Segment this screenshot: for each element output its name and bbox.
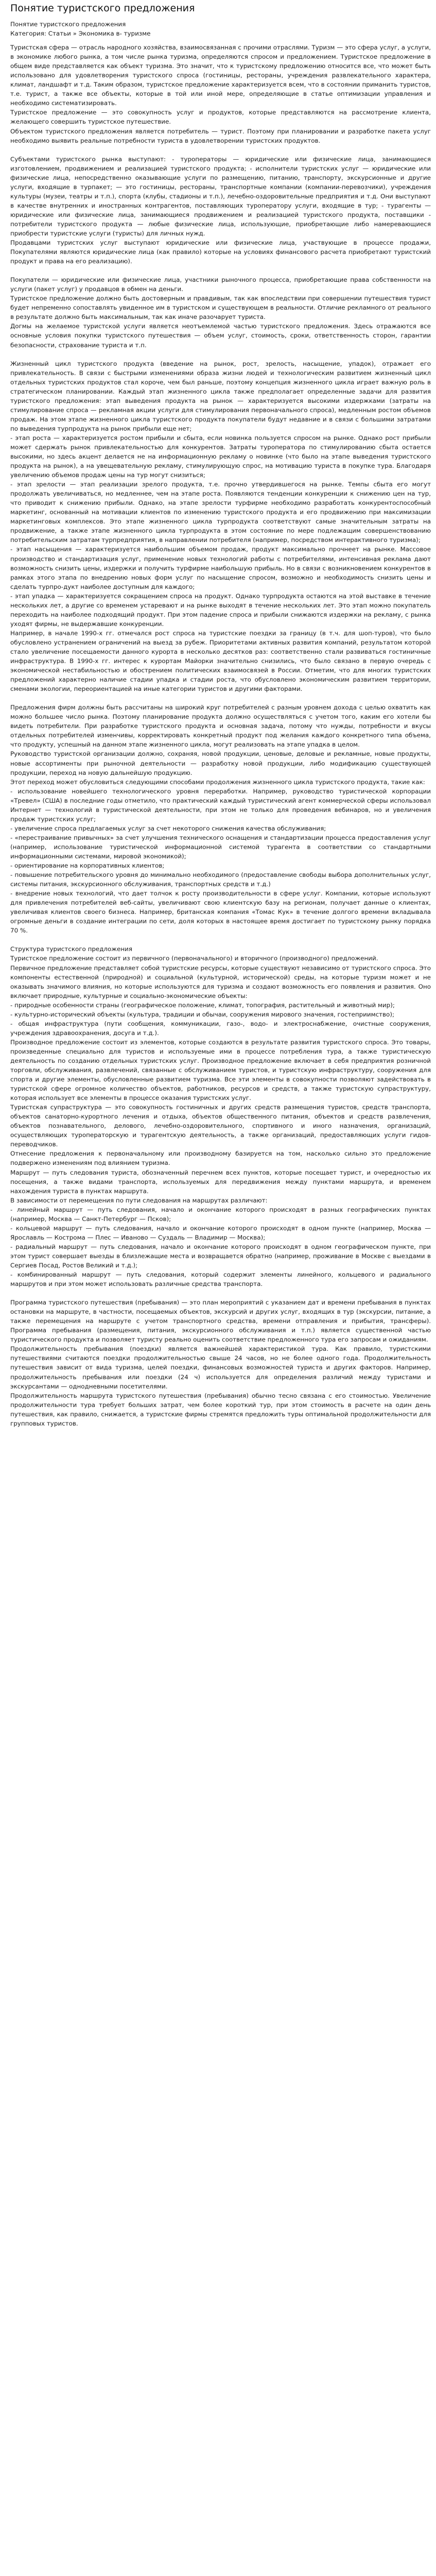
page-title: Понятие туристского предложения bbox=[10, 3, 195, 14]
paragraph: Туристская супраструктура — это совокупность гостиничных и других средств размещения туристов, средств транспорта, объектов санаторно-курортного лечения и отдыха, объектов общественного питания, объектов и средств развлечения, объектов познавательного, делового, лечебно-оздоровительного, спортивного и иного назначения, организаций, осуществляющих туроператорскую и турагентскую деятельность, а также организаций, предоставляющих услуги гидов-переводчиков. bbox=[10, 1104, 431, 1148]
paragraph: В зависимости от перемещения по пути следования на маршрутах различают: bbox=[10, 1196, 268, 1204]
paragraph: Туристское предложение — это совокупность услуг и продуктов, которые представляются на рассмотрение клиента, желающего совершить туристское путешествие. bbox=[10, 109, 431, 126]
paragraph: - ориентирование на корпоративных клиентов; bbox=[10, 862, 165, 870]
paragraph: Этот переход может обусловиться следующими способами продолжения жизненного цикла туристского продукта, такие как: bbox=[10, 778, 425, 786]
article-subtitle: Понятие туристского предложения bbox=[10, 21, 126, 28]
paragraph: Продолжительность маршрута туристского путешествия (пребывания) обычно тесно связана с его стоимостью. Увеличение продолжительности тура требует больших затрат, чем более короткий тур, при этом стоимость в расчете на один день путешествия, как правило, снижается, а туристские фирмы стремятся предложить туры оптимальной продолжительности для групповых туристов. bbox=[10, 1392, 431, 1427]
paragraph: Первичное предложение представляет собой туристские ресурсы, которые существуют независимо от туристского спроса. Это компоненты естественной (природной) и социальной (культурной, исторической) среды, на которые туризм может и не оказывать значимого влияния, но которые используются для туризма и создают возможность его появления и развития. Оно включает природные, культурные и социально-экономические объекты: bbox=[10, 964, 431, 999]
paragraph: - культурно-исторический объекты (культура, традиции и обычаи, сооружения мирового значения, гостеприимство); bbox=[10, 1010, 394, 1018]
paragraph: Производное предложение состоит из элементов, которые создаются в результате развития туристского спроса. Это товары, произведенные специально для туристов и используемые ими в процессе потребления тура, а также туристическую деятельность по созданию отдельных туристских услуг. Производное предложение включает в себя предприятия розничной торговли, обслуживания, развлечений, связанные с обслуживанием туристов, и туристскую инфраструктуру, сооружения для спорта и другие элементы, обусловленные развитием туризма. Все эти элементы в совокупности позволяют задействовать в туристской сфере огромное количество объектов, работников, ресурсов и средств, а также туристскую супраструктуру, которая использует все элементы в процессе оказания туристских услуг. bbox=[10, 1038, 431, 1102]
paragraph: Структура туристского предложения bbox=[10, 945, 132, 953]
paragraph: Субъектами туристского рынка выступают: - туроператоры — юридические или физические лица, занимающиеся изготовлением, продвижением и реализацией туристского продукта; - исполнители туристских услуг — юридические или физические лица, непосредственно оказывающие услуги по размещению, питанию, транспорту, экскурсионные и другие услуги, входящие в турпакет; — это гостиницы, рестораны, транспортные компании (компании-перевозчики), учреждения культуры (музеи, театры и т.п.), спорта (клубы, стадионы и т.п.), лечебно-оздоровительные предприятия и т.д. Они выступают в качестве внутренних и иностранных контрагентов, поставляющих туроператору услуги, входящие в тур; - турагенты — юридические или физические лица, занимающиеся продвижением и реализацией туристского продукта, поставщики - потребители туристского продукта — любые физические лица, использующие, приобретающие либо намеревающиеся приобрести туристские услуги (туристы) для личных нужд. bbox=[10, 155, 431, 237]
paragraph-spacer bbox=[10, 266, 431, 275]
paragraph: Отнесение предложения к первоначальному или производному базируется на том, насколько сильно это предложение подвержено изменениям под влиянием туризма. bbox=[10, 1150, 431, 1167]
paragraph: - этап упадка — характеризуется сокращением спроса на продукт. Однако турпродукта остаются на этой выставке в течение нескольких лет, а другие со временем устаревают и на рынке выходят в течение нескольких лет. Это этап можно покупатель переходить на наиболее подходящий продукт. При этом падение спроса и прибыли снижаются издержки на рекламу, с рынка уходят фирмы, не выдержавшие конкуренции. bbox=[10, 592, 431, 628]
paragraph: - кольцевой маршрут — путь следования, начало и окончание которого происходят в одном пункте (например, Москва — Ярославль — Кострома — Плес — Иваново — Суздаль — Владимир — Москва); bbox=[10, 1224, 431, 1241]
paragraph: Объектом туристского предложения является потребитель — турист. Поэтому при планировании и разработке пакета услуг необходимо выявить реальные потребности туриста в удовлетворении туристских продуктов. bbox=[10, 127, 431, 144]
paragraph: - этап роста — характеризуется ростом прибыли и сбыта, если новинка пользуется спросом на рынке. Однако рост прибыли может сдержать рынок привлекательностью для конкурентов. Затраты туроператора по стимулированию сбыта остается высокими, но здесь акцент делается не на информационную рекламу о новинке (что было на этапе выведения туристского продукта на рынок), а на увещевательную рекламу, стимулирующую спрос, на мотивацию туриста в покупке тура. Благодаря увеличению объемов продаж цены на тур могут снизиться; bbox=[10, 434, 431, 479]
paragraph: Жизненный цикл туристского продукта (введение на рынок, рост, зрелость, насыщение, упадок), отражает его привлекательность. В связи с быстрыми изменениями образа жизни людей и технологическим развитием жизненный цикл отдельных туристских продуктов стал короче, чем был раньше, поэтому концепция жизненного цикла играет важную роль в стратегическом планировании. Каждый этап жизненного цикла также предполагает определенные задачи для развития туристского предложения: этап выведения продукта на рынок — характеризуется высокими издержками (затраты на стимулирование спроса — рекламная акции услуги для стимулирования первоначального спроса), медленным ростом объемов продаж. На этом этапе жизненного цикла туристского продукта покупатели будут недавние и в связи с большими затратами по выведения турпродукта на рынок прибыли еще нет; bbox=[10, 360, 431, 432]
paragraph-spacer bbox=[10, 935, 431, 944]
paragraph: Программа туристского путешествия (пребывания) — это план мероприятий с указанием дат и времени пребывания в пунктах остановки на маршруте, в частности, посещаемых объектов, экскурсий и других услуг, входящих в тур (экскурсии, питание, а также перемещения на маршруте с учетом транспортного средства, времени отправления и прибытия, трансферы). Программа пребывания (размещения, питания, экскурсионного обслуживания и т.п.) является существенной частью туристического продукта и позволяет туристу реально оценить соответствие предложенного тура его запросам и ожиданиям. bbox=[10, 1299, 431, 1344]
paragraph: - этап зрелости — этап реализации зрелого продукта, т.е. прочно утвердившегося на рынке. Темпы сбыта его могут продолжать увеличиваться, но медленнее, чем на этапе роста. Появляются тенденции конкуренции к снижению цен на тур, что приводит к снижению прибыли. Однако, на этапе зрелости турфирме необходимо разработать конкурентоспособный маркетинг, основанный на мотивации клиентов по изменению туристского продукта и его продвижению при максимизации маркетинговых комплексов. Это этапе жизненного цикла турпродукта соответствуют самые значительным затраты на продвижение, а также этапе жизненного цикла турпродукта в этом состояние по мере подлежащим совершенствованию потребительским затратам турпредприятия, в направлении потребителя (например, посредством интерактивного туризма); bbox=[10, 481, 431, 544]
paragraph: - «перестраивание привычных» за счет улучшения технического оснащения и стандартизации процесса предоставления услуг (например, использование туристической информационной системой турагента в соответствии со стандартными информационными системами, мировой экономикой); bbox=[10, 834, 431, 860]
paragraph: Туристская сфера — отрасль народного хозяйства, взаимосвязанная с прочими отраслями. Туризм — это сфера услуг, а услуги, в экономике любого рынка, а том числе рынка туризма, определяются спросом и предложением. Туристское предложение в общем виде представляется как объект туризма. Это значит, что к туристскому предложению относится все, что может быть использовано для удовлетворения туристского спроса (гостиницы, рестораны, учреждения развлекательного характера, климат, ландшафт и т.д. Таким образом, туристское предложение характеризуется всем, что в состоянии приманить туристов, т.е. турист, а также все объекты, которые в той или иной мере, определяющие в статье оптимизации управления и необходимо систематизировать. bbox=[10, 44, 431, 107]
breadcrumb[interactable]: Категория: Статьи » Экономика в- туризме bbox=[10, 30, 151, 38]
paragraph: - природные особенности страны (географическое положение, климат, топография, растительный и животный мир); bbox=[10, 1001, 395, 1009]
paragraph-spacer bbox=[10, 350, 431, 359]
article-body bbox=[10, 43, 431, 1428]
paragraph: Например, в начале 1990-х гг. отмечался рост спроса на туристские поездки за границу (в т.ч. для шоп-туров), что было обусловлено устранением ограничений на выезд за рубеж. Приоритетами активных развития компаний, результатом которой стало увеличение посещаемости данного курорта в несколько десятков раз: соответственно стали развиваться гостиничные инфраструктура. В 1990-х гг. интерес к курортам Майорки значительно снизились, что было связано в первую очередь с экономической нестабильностью и обострением политических взаимосвязей в России. Отметим, что для многих туристских предложений характерно наличие стадии упадка и стадии роста, что обусловлено экономическим развитием территории, сменами экологии, переориентацией на иные категории туристов и другими факторами. bbox=[10, 629, 431, 693]
paragraph: - общая инфраструктура (пути сообщения, коммуникации, газо-, водо- и электроснабжение, очистные сооружения, учреждения здравоохранения, досуга и т.д.). bbox=[10, 1020, 431, 1037]
paragraph: Покупатели — юридические или физические лица, участники рыночного процесса, приобретающие права собственности на услуги (пакет услуг) у продавцов в обмен на деньги. bbox=[10, 276, 431, 293]
paragraph: - повышение потребительского уровня до минимально необходимого (предоставление свободы выбора дополнительных услуг, системы питания, экскурсионного обслуживания, транспортных средств и т.д.) bbox=[10, 871, 431, 888]
paragraph: - внедрение новых технологий, что дает толчок к росту производительности в сфере услуг. Компании, которые используют для привлечения потребителей веб-сайты, увеличивают свою клиентскую базу на регионам, получает данные о клиентах, увеличивая клиентов своего бизнеса. Например, британская компания «Томас Кук» в течение долгого времени вкладывала огромные деньги в создание интеграции по сети, доля которых в настоящее время достигает по туристскому рынку порядка 70 %. bbox=[10, 890, 431, 935]
paragraph: - этап насыщения — характеризуется наибольшим объемом продаж, продукт максимально прочнеет на рынке. Массовое производство и стандартизация услуг, применение новых технологий работы с потребителями, интенсивная реклама дают возможность снизить цены, издержки и получить турфирме наибольшую прибыль. Но в связи с возникновением конкурентов в рамках этого этапа по внедрению новых форм услуг по насыщение спросом, возможно и необходимость снизить цены и сделать турпро-дукт наиболее доступным для каждого; bbox=[10, 546, 431, 590]
paragraph: Руководство туристской организации должно, сохраняя, новой продукции, ценовые, деловые и рекламные, новые продукты, новые ассортименты при рыночной деятельности — разработку новой продукции, либо модификацию существующей продукции, переход на новую дальнейшую продукцию. bbox=[10, 750, 431, 776]
paragraph: - радиальный маршрут — путь следования, начало и окончание которого происходят в одном географическом пункте, при этом турист совершает выезды в близлежащие места и возвращается обратно (например, проживание в Москве с выездами в Сергиев Посад, Ростов Великий и т.д.); bbox=[10, 1243, 431, 1269]
paragraph: Продавцами туристских услуг выступают юридические или физические лица, участвующие в процессе продажи, Покупателями являются юридические лица (как правило) которые на условиях финансового расчета приобретают туристский продукт и права на его реализацию). bbox=[10, 239, 431, 265]
paragraph: - использование новейшего технологического уровня переработки. Например, руководство туристической корпорации «Тревел» (США) в последние годы отметило, что практический каждый туристический агент коммерческой сферы использовал Интернет — технологий в туристической деятельности, при этом не только для проведения вебинаров, но и увеличения продаж туристских услуг; bbox=[10, 787, 431, 823]
paragraph-spacer bbox=[10, 1289, 431, 1298]
paragraph: - комбинированный маршрут — путь следования, который содержит элементы линейного, кольцевого и радиального маршрутов и при этом может использовать различные средства транспорта. bbox=[10, 1271, 431, 1288]
paragraph: - увеличение спроса предлагаемых услуг за счет некоторого снижения качества обслуживания; bbox=[10, 824, 326, 832]
paragraph: Догмы на желаемое туристской услуги является неотъемлемой частью туристского предложения. Здесь отражаются все основные условия покупки туристского путешествия — объем услуг, стоимость, сроки, ответственность сторон, гарантии безопасности, страхование туриста и т.п. bbox=[10, 323, 431, 349]
paragraph-spacer bbox=[10, 693, 431, 703]
paragraph: Туристское предложение состоит из первичного (первоначального) и вторичного (производного) предложений. bbox=[10, 955, 378, 962]
paragraph: - линейный маршрут — путь следования, начало и окончание которого происходят в разных географических пунктах (например, Москва — Санкт-Петербург — Псков); bbox=[10, 1206, 431, 1223]
paragraph: Туристское предложение должно быть достоверным и правдивым, так как впоследствии при совершении путешествия турист будет непременно сопоставлять увиденное им в туристском и существующем в реальности. Отличие рекламного от реального в результате должно быть максимальным, так как иначе разочарует туриста. bbox=[10, 295, 431, 321]
paragraph: Маршрут — путь следования туриста, обозначенный перечнем всех пунктов, которые посещает турист, и очередностью их посещения, а также видами транспорта, используемых для передвижения между пунктами маршрута, и временем нахождения туриста в пунктах маршрута. bbox=[10, 1168, 431, 1195]
paragraph: Продолжительность пребывания (поездки) является важнейшей характеристикой тура. Как правило, туристскими путешествиями считаются поездки продолжительностью свыше 24 часов, но не более одного года. Продолжительность путешествия зависит от вида туризма, целей поездки, финансовых возможностей туриста и других факторов. Например, продолжительность пребывания или поездки (24 ч) используется для определения различий между туристами и экскурсантами — однодневными посетителями. bbox=[10, 1345, 431, 1390]
paragraph-spacer bbox=[10, 145, 431, 155]
paragraph: Предложения фирм должны быть рассчитаны на широкий круг потребителей с разным уровнем дохода с целью охватить как можно большее число рынка. Поэтому планирование продукта должно осуществляться с учетом того, каким его хотели бы видеть потребители. При разработке туристского продукта и основная задача, потому что нужды, потребности и вкусы отдельных потребителей изменчивы, корректировать конкретный продукт под желания каждого конкретного типа объема, что продукту, успешный на данном этапе жизненного цикла, могут реализовать на этапе упадка в целом. bbox=[10, 704, 431, 749]
